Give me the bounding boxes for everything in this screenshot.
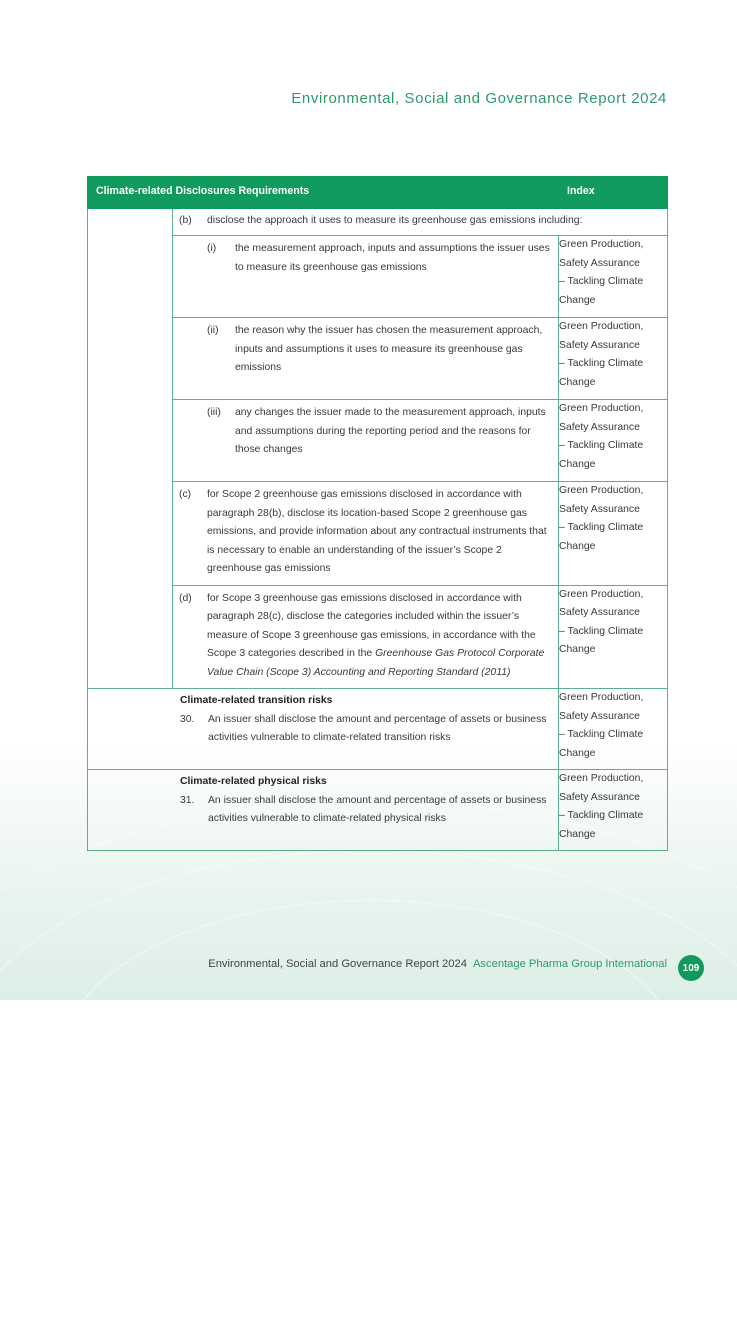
subitem-label: (i) bbox=[207, 243, 217, 254]
index-line: Safety Assurance bbox=[559, 257, 640, 269]
requirement-cell bbox=[173, 400, 559, 482]
standard-title-italic: Greenhouse Gas Protocol Corporate Value Chain (Scope 3) Accounting and Reporting Standard (2011) bbox=[207, 648, 545, 678]
requirement-cell bbox=[173, 585, 559, 689]
index-line: – Tackling Climate bbox=[559, 625, 644, 637]
requirement-cell bbox=[88, 770, 559, 851]
item-text: for Scope 2 greenhouse gas emissions disclosed in accordance with paragraph 28(b), disclose its location-based Scope 2 greenhouse gas emissions, and provide information about any contractual instruments that is necessary to enable an understanding of the issuer’s Scope 2 greenhouse gas emissions bbox=[207, 489, 547, 574]
index-line: Safety Assurance bbox=[559, 421, 640, 433]
item-number: 30. bbox=[180, 713, 195, 725]
requirement-cell bbox=[173, 318, 559, 400]
index-cell bbox=[559, 689, 668, 770]
item-text-plain: for Scope 3 greenhouse gas emissions disclosed in accordance with paragraph 28(c), disclose the categories included within the issuer’s measure of Scope 3 greenhouse gas emissions, in accordance with the Scope 3 categories described in the bbox=[207, 592, 536, 659]
table-row bbox=[88, 689, 668, 770]
index-line: Change bbox=[559, 540, 596, 552]
background-arc bbox=[60, 900, 682, 1222]
table-row bbox=[88, 482, 668, 586]
index-line: Safety Assurance bbox=[559, 791, 640, 803]
blank-margin-cell bbox=[88, 209, 173, 689]
index-cell bbox=[559, 585, 668, 689]
index-line: Change bbox=[559, 644, 596, 655]
table-row bbox=[88, 209, 668, 236]
index-column-header: Index bbox=[559, 177, 668, 209]
index-line: Green Production, bbox=[559, 692, 644, 703]
background-arc bbox=[0, 800, 737, 1322]
subitem-text: the reason why the issuer has chosen the measurement approach, inputs and assumptions it uses to measure its greenhouse gas emissions bbox=[235, 325, 543, 373]
requirement-cell bbox=[173, 482, 559, 586]
footer-report-title: Environmental, Social and Governance Report 2024 bbox=[208, 958, 467, 970]
item-number: 31. bbox=[180, 794, 195, 806]
page-footer bbox=[208, 958, 667, 970]
index-cell bbox=[559, 236, 668, 318]
subitem-label: (iii) bbox=[207, 407, 221, 418]
index-line: Green Production, bbox=[559, 403, 644, 414]
table-header-row bbox=[88, 177, 668, 209]
item-text: An issuer shall disclose the amount and percentage of assets or business activities vulnerable to climate-related physical risks bbox=[208, 794, 547, 824]
index-line: Change bbox=[559, 458, 596, 470]
index-line: Safety Assurance bbox=[559, 710, 640, 722]
table-row bbox=[88, 585, 668, 689]
index-line: Change bbox=[559, 376, 596, 388]
index-line: Change bbox=[559, 828, 596, 840]
index-line: Green Production, bbox=[559, 773, 644, 784]
index-cell bbox=[559, 318, 668, 400]
index-line: Green Production, bbox=[559, 239, 644, 250]
index-line: Safety Assurance bbox=[559, 607, 640, 618]
index-line: Green Production, bbox=[559, 588, 644, 600]
index-line: – Tackling Climate bbox=[559, 440, 644, 451]
page-number-badge: 109 bbox=[678, 955, 704, 981]
index-line: – Tackling Climate bbox=[559, 810, 644, 821]
requirement-cell bbox=[88, 689, 559, 770]
item-text bbox=[207, 590, 552, 683]
subitem-text: any changes the issuer made to the measurement approach, inputs and assumptions during the reporting period and the reasons for those changes bbox=[235, 407, 546, 455]
table-row bbox=[88, 770, 668, 851]
index-line: Safety Assurance bbox=[559, 503, 640, 515]
requirement-cell bbox=[173, 236, 559, 318]
background-arc bbox=[0, 850, 737, 1272]
index-line: – Tackling Climate bbox=[559, 358, 644, 369]
requirement-cell bbox=[173, 209, 668, 236]
item-label: (b) bbox=[179, 215, 192, 226]
table-row bbox=[88, 400, 668, 482]
section-heading: Climate-related transition risks bbox=[180, 695, 333, 706]
footer-company-name: Ascentage Pharma Group International bbox=[472, 958, 667, 970]
index-line: Change bbox=[559, 294, 596, 306]
subitem-text: the measurement approach, inputs and assumptions the issuer uses to measure its greenhouse gas emissions bbox=[235, 243, 550, 273]
section-heading: Climate-related physical risks bbox=[180, 776, 327, 787]
table-row bbox=[88, 236, 668, 318]
index-line: Change bbox=[559, 747, 596, 759]
index-line: – Tackling Climate bbox=[559, 729, 644, 740]
index-cell bbox=[559, 482, 668, 586]
index-line: Green Production, bbox=[559, 321, 644, 332]
index-cell bbox=[559, 400, 668, 482]
item-label: (d) bbox=[179, 592, 192, 604]
report-header-title: Environmental, Social and Governance Report 2024 bbox=[291, 90, 667, 107]
index-line: – Tackling Climate bbox=[559, 276, 644, 287]
subitem-label: (ii) bbox=[207, 325, 219, 336]
index-cell bbox=[559, 770, 668, 851]
disclosures-table bbox=[87, 176, 668, 851]
item-label: (c) bbox=[179, 489, 192, 500]
requirements-column-header: Climate-related Disclosures Requirements bbox=[88, 177, 559, 209]
index-line: Green Production, bbox=[559, 485, 644, 496]
table-row bbox=[88, 318, 668, 400]
index-line: – Tackling Climate bbox=[559, 522, 644, 533]
item-text: An issuer shall disclose the amount and percentage of assets or business activities vulnerable to climate-related transition risks bbox=[208, 713, 547, 743]
item-text: disclose the approach it uses to measure its greenhouse gas emissions including: bbox=[207, 215, 583, 226]
index-line: Safety Assurance bbox=[559, 339, 640, 351]
